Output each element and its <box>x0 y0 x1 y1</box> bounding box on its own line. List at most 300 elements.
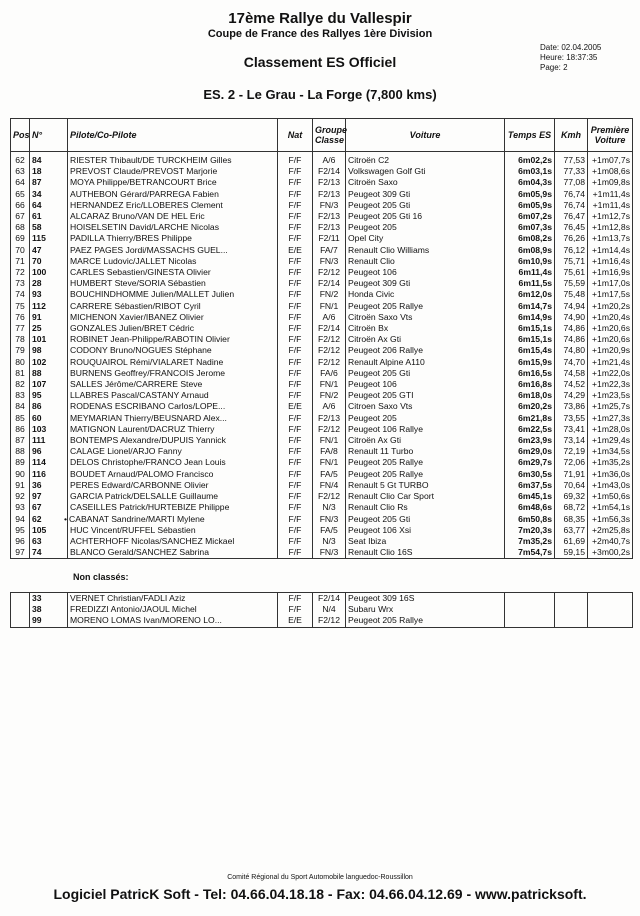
row-premiere: +1m56,3s <box>588 514 633 525</box>
row-num: 88 <box>30 368 68 379</box>
row-temps: 6m23,9s <box>505 435 555 446</box>
row-temps: 6m07,3s <box>505 222 555 233</box>
row-pos: 73 <box>11 278 30 289</box>
row-pos: 68 <box>11 222 30 233</box>
row-kmh: 77,53 <box>555 152 588 167</box>
table-row <box>11 267 633 278</box>
row-temps: 6m21,8s <box>505 413 555 424</box>
stage-heading: ES. 2 - Le Grau - La Forge (7,800 kms) <box>203 87 437 102</box>
row-num: 87 <box>30 177 68 188</box>
row-groupe: FN/3 <box>313 256 346 267</box>
row-nat: F/F <box>278 379 313 390</box>
row-temps: 6m22,5s <box>505 424 555 435</box>
row-pilote <box>68 177 278 188</box>
row-groupe: F2/12 <box>313 357 346 368</box>
row-groupe: FN/1 <box>313 457 346 468</box>
row-num: 25 <box>30 323 68 334</box>
row-pilote-text: HOISELSETIN David/LARCHE Nicolas <box>70 222 220 233</box>
row-temps: 6m37,5s <box>505 480 555 491</box>
row-voiture: Peugeot 205 <box>346 222 505 233</box>
row-pos: 83 <box>11 390 30 401</box>
row-premiere: +1m20,4s <box>588 312 633 323</box>
nc-pos <box>11 615 30 627</box>
row-kmh: 70,64 <box>555 480 588 491</box>
row-temps: 6m45,1s <box>505 491 555 502</box>
nc-groupe: F2/14 <box>313 593 346 605</box>
row-pilote-text: CODONY Bruno/NOGUES Stéphane <box>70 345 212 356</box>
row-nat: F/F <box>278 323 313 334</box>
row-premiere: +2m40,7s <box>588 536 633 547</box>
row-kmh: 68,72 <box>555 502 588 513</box>
row-pilote-text: RIESTER Thibault/DE TURCKHEIM Gilles <box>70 155 232 165</box>
row-voiture: Peugeot 106 <box>346 379 505 390</box>
row-premiere: +1m21,4s <box>588 357 633 368</box>
row-premiere: +1m09,8s <box>588 177 633 188</box>
row-kmh: 63,77 <box>555 525 588 536</box>
row-nat: F/F <box>278 200 313 211</box>
row-pos: 92 <box>11 491 30 502</box>
row-pilote <box>68 424 278 435</box>
row-voiture: Peugeot 309 Gti <box>346 189 505 200</box>
row-temps: 6m02,2s <box>505 152 555 167</box>
row-temps: 6m08,9s <box>505 245 555 256</box>
row-groupe: A/6 <box>313 152 346 167</box>
row-temps: 6m20,2s <box>505 401 555 412</box>
row-groupe: F2/12 <box>313 345 346 356</box>
row-premiere: +1m20,6s <box>588 334 633 345</box>
row-kmh: 59,15 <box>555 547 588 559</box>
col-kmh: Kmh <box>555 119 588 152</box>
row-pilote <box>68 345 278 356</box>
row-groupe: FN/4 <box>313 480 346 491</box>
row-nat: F/F <box>278 267 313 278</box>
non-classes-label: Non classés: <box>73 572 129 582</box>
row-marker: • <box>64 513 68 524</box>
table-row <box>11 357 633 368</box>
table-row <box>11 189 633 200</box>
row-nat: F/F <box>278 256 313 267</box>
row-voiture: Peugeot 205 Gti <box>346 368 505 379</box>
nc-num: 99 <box>30 615 68 627</box>
row-pilote-text: MARCE Ludovic/JALLET Nicolas <box>70 255 197 266</box>
row-kmh: 74,90 <box>555 312 588 323</box>
row-voiture: Peugeot 205 GTI <box>346 390 505 401</box>
row-nat: F/F <box>278 233 313 244</box>
row-nat: F/F <box>278 547 313 559</box>
row-pilote-text: BOUDET Arnaud/PALOMO Francisco <box>70 468 214 479</box>
row-nat: F/F <box>278 502 313 513</box>
row-pilote <box>68 435 278 446</box>
row-kmh: 74,58 <box>555 368 588 379</box>
row-groupe: F2/13 <box>313 222 346 233</box>
table-row <box>11 368 633 379</box>
row-kmh: 74,70 <box>555 357 588 368</box>
row-kmh: 61,69 <box>555 536 588 547</box>
row-pilote-text: PREVOST Claude/PREVOST Marjorie <box>70 166 218 177</box>
row-premiere: +1m28,0s <box>588 424 633 435</box>
row-num: 74 <box>30 547 68 559</box>
table-row <box>11 390 633 401</box>
row-nat: F/F <box>278 469 313 480</box>
row-premiere: +1m20,9s <box>588 345 633 356</box>
non-classes-table <box>10 592 633 628</box>
row-pos: 96 <box>11 536 30 547</box>
row-pilote <box>68 413 278 424</box>
nc-pilote: FREDIZZI Antonio/JAOUL Michel <box>68 604 278 615</box>
row-kmh: 76,47 <box>555 211 588 222</box>
row-temps: 6m50,8s <box>505 514 555 525</box>
nc-temps <box>505 593 555 605</box>
row-voiture: Peugeot 206 Rallye <box>346 345 505 356</box>
nc-num: 38 <box>30 604 68 615</box>
row-premiere: +2m25,8s <box>588 525 633 536</box>
row-pos: 84 <box>11 401 30 412</box>
row-num: 112 <box>30 301 68 312</box>
table-row <box>11 536 633 547</box>
row-pos: 88 <box>11 446 30 457</box>
table-row <box>11 379 633 390</box>
row-voiture: Citroën Saxo <box>346 177 505 188</box>
row-temps: 6m29,7s <box>505 457 555 468</box>
row-pilote <box>68 469 278 480</box>
row-voiture: Renault Clio Rs <box>346 502 505 513</box>
row-kmh: 75,48 <box>555 289 588 300</box>
non-classe-row <box>11 593 633 605</box>
row-num: 103 <box>30 424 68 435</box>
row-nat: F/F <box>278 211 313 222</box>
row-nat: F/F <box>278 390 313 401</box>
table-header-row <box>11 119 633 152</box>
row-nat: F/F <box>278 177 313 188</box>
row-pilote-text: HUC Vincent/RUFFEL Sébastien <box>70 524 196 535</box>
row-groupe: N/3 <box>313 536 346 547</box>
nc-temps <box>505 615 555 627</box>
row-groupe: A/6 <box>313 312 346 323</box>
row-pilote-text: BLANCO Gerald/SANCHEZ Sabrina <box>70 547 209 558</box>
row-num: 18 <box>30 166 68 177</box>
row-pilote <box>68 256 278 267</box>
row-premiere: +1m11,4s <box>588 200 633 211</box>
row-pilote-text: ROBINET Jean-Philippe/RABOTIN Olivier <box>70 334 230 345</box>
row-num: 60 <box>30 413 68 424</box>
row-voiture: Opel City <box>346 233 505 244</box>
row-pilote-text: CARLES Sebastien/GINESTA Olivier <box>70 267 211 278</box>
row-premiere: +1m25,7s <box>588 401 633 412</box>
row-nat: F/F <box>278 525 313 536</box>
row-premiere: +1m17,0s <box>588 278 633 289</box>
col-nat: Nat <box>278 119 313 152</box>
row-temps: 6m14,9s <box>505 312 555 323</box>
row-num: 67 <box>30 502 68 513</box>
row-num: 101 <box>30 334 68 345</box>
row-voiture: Peugeot 205 Gti <box>346 514 505 525</box>
row-premiere: +1m16,9s <box>588 267 633 278</box>
row-pilote-text: AUTHEBON Gérard/PARREGA Fabien <box>70 188 219 199</box>
row-nat: F/F <box>278 278 313 289</box>
nc-kmh <box>555 615 588 627</box>
row-pilote <box>68 547 278 559</box>
row-pos: 76 <box>11 312 30 323</box>
table-row <box>11 424 633 435</box>
row-pos: 65 <box>11 189 30 200</box>
table-row <box>11 222 633 233</box>
row-kmh: 73,41 <box>555 424 588 435</box>
row-premiere: +1m13,7s <box>588 233 633 244</box>
row-temps: 6m11,4s <box>505 267 555 278</box>
table-row <box>11 547 633 559</box>
nc-voiture: Peugeot 205 Rallye <box>346 615 505 627</box>
row-kmh: 77,33 <box>555 166 588 177</box>
table-row <box>11 446 633 457</box>
table-row <box>11 278 633 289</box>
row-num: 97 <box>30 491 68 502</box>
table-row <box>11 177 633 188</box>
row-num: 111 <box>30 435 68 446</box>
nc-premiere <box>588 604 633 615</box>
row-groupe: F2/12 <box>313 334 346 345</box>
row-kmh: 74,52 <box>555 379 588 390</box>
row-voiture: Peugeot 205 Rallye <box>346 457 505 468</box>
row-voiture: Volkswagen Golf Gti <box>346 166 505 177</box>
row-temps: 6m15,9s <box>505 357 555 368</box>
row-pilote <box>68 166 278 177</box>
row-premiere: +1m11,4s <box>588 189 633 200</box>
row-kmh: 73,55 <box>555 413 588 424</box>
row-kmh: 76,74 <box>555 189 588 200</box>
row-groupe: F2/13 <box>313 413 346 424</box>
row-num: 64 <box>30 200 68 211</box>
row-kmh: 76,45 <box>555 222 588 233</box>
results-table <box>10 118 633 559</box>
row-pilote <box>68 357 278 368</box>
row-premiere: +1m12,7s <box>588 211 633 222</box>
row-kmh: 68,35 <box>555 514 588 525</box>
row-temps: 7m54,7s <box>505 547 555 559</box>
row-nat: F/F <box>278 514 313 525</box>
row-pos: 72 <box>11 267 30 278</box>
row-nat: F/F <box>278 312 313 323</box>
row-num: 58 <box>30 222 68 233</box>
row-pos: 89 <box>11 457 30 468</box>
row-groupe: F2/13 <box>313 189 346 200</box>
row-kmh: 73,14 <box>555 435 588 446</box>
row-pilote <box>68 502 278 513</box>
row-pilote <box>68 267 278 278</box>
row-pos: 75 <box>11 301 30 312</box>
row-voiture: Renault Alpine A110 <box>346 357 505 368</box>
non-classe-row <box>11 604 633 615</box>
nc-kmh <box>555 604 588 615</box>
row-num: 63 <box>30 536 68 547</box>
nc-temps <box>505 604 555 615</box>
row-pilote-text: ROUQUAIROL Rémi/VIALARET Nadine <box>70 356 224 367</box>
row-kmh: 74,80 <box>555 345 588 356</box>
row-temps: 6m16,8s <box>505 379 555 390</box>
row-groupe: FN/1 <box>313 379 346 390</box>
row-pilote-text: PADILLA Thierry/BRES Philippe <box>70 233 192 244</box>
row-pilote <box>68 323 278 334</box>
row-pilote <box>68 245 278 256</box>
row-pos: 90 <box>11 469 30 480</box>
software-footer: Logiciel PatricK Soft - Tel: 04.66.04.18.18 - Fax: 04.66.04.12.69 - www.patricksoft. <box>53 886 587 902</box>
row-temps: 6m30,5s <box>505 469 555 480</box>
row-kmh: 72,06 <box>555 457 588 468</box>
row-num: 116 <box>30 469 68 480</box>
row-kmh: 75,61 <box>555 267 588 278</box>
row-temps: 6m12,0s <box>505 289 555 300</box>
table-row <box>11 245 633 256</box>
row-voiture: Peugeot 106 <box>346 267 505 278</box>
row-pos: 66 <box>11 200 30 211</box>
row-nat: F/F <box>278 152 313 167</box>
row-voiture: Citroen Saxo Vts <box>346 401 505 412</box>
row-premiere: +1m23,5s <box>588 390 633 401</box>
row-pilote-text: ACHTERHOFF Nicolas/SANCHEZ Mickael <box>70 535 235 546</box>
row-num: 93 <box>30 289 68 300</box>
row-pos: 64 <box>11 177 30 188</box>
row-temps: 6m16,5s <box>505 368 555 379</box>
row-pilote <box>68 480 278 491</box>
row-pos: 74 <box>11 289 30 300</box>
print-date: Date: 02.04.2005 <box>540 43 602 52</box>
table-row <box>11 166 633 177</box>
row-pilote-text: LLABRES Pascal/CASTANY Arnaud <box>70 390 209 401</box>
row-kmh: 72,19 <box>555 446 588 457</box>
row-num: 115 <box>30 233 68 244</box>
col-temps: Temps ES <box>505 119 555 152</box>
row-pilote-text: RODENAS ESCRIBANO Carlos/LOPE... <box>70 401 226 412</box>
nc-voiture: Subaru Wrx <box>346 604 505 615</box>
row-pilote <box>68 368 278 379</box>
row-pos: 67 <box>11 211 30 222</box>
row-pilote-text: MICHENON Xavier/IBANEZ Olivier <box>70 311 204 322</box>
row-pilote-text: HERNANDEZ Eric/LLOBERES Clement <box>70 199 223 210</box>
nc-kmh <box>555 593 588 605</box>
row-num: 105 <box>30 525 68 536</box>
row-pilote <box>68 379 278 390</box>
row-pilote <box>68 189 278 200</box>
row-premiere: +1m14,4s <box>588 245 633 256</box>
document-title: 17ème Rallye du Vallespir <box>228 10 412 27</box>
row-groupe: FN/3 <box>313 514 346 525</box>
row-voiture: Peugeot 205 Rallye <box>346 469 505 480</box>
row-voiture: Renault 11 Turbo <box>346 446 505 457</box>
row-groupe: FA/5 <box>313 469 346 480</box>
col-groupe: Groupe Classe <box>313 119 346 152</box>
table-row <box>11 413 633 424</box>
table-row <box>11 480 633 491</box>
document-subtitle: Coupe de France des Rallyes 1ère Division <box>207 28 433 40</box>
row-voiture: Peugeot 205 <box>346 413 505 424</box>
row-num: 107 <box>30 379 68 390</box>
row-voiture: Renault Clio <box>346 256 505 267</box>
row-temps: 6m29,0s <box>505 446 555 457</box>
row-pos: 85 <box>11 413 30 424</box>
row-pos: 71 <box>11 256 30 267</box>
row-nat: F/F <box>278 189 313 200</box>
row-nat: F/F <box>278 222 313 233</box>
row-nat: F/F <box>278 491 313 502</box>
row-pilote-text: GARCIA Patrick/DELSALLE Guillaume <box>70 491 219 502</box>
row-temps: 6m48,6s <box>505 502 555 513</box>
row-nat: F/F <box>278 289 313 300</box>
row-voiture: Peugeot 309 Gti <box>346 278 505 289</box>
row-premiere: +1m35,2s <box>588 457 633 468</box>
row-groupe: FN/2 <box>313 390 346 401</box>
table-row <box>11 525 633 536</box>
row-premiere: +1m29,4s <box>588 435 633 446</box>
row-groupe: F2/14 <box>313 323 346 334</box>
table-row <box>11 256 633 267</box>
row-groupe: F2/14 <box>313 278 346 289</box>
row-groupe: FA/7 <box>313 245 346 256</box>
row-temps: 6m15,1s <box>505 323 555 334</box>
row-temps: 6m15,4s <box>505 345 555 356</box>
row-num: 95 <box>30 390 68 401</box>
row-kmh: 73,86 <box>555 401 588 412</box>
row-premiere: +1m34,5s <box>588 446 633 457</box>
row-kmh: 77,08 <box>555 177 588 188</box>
col-pos: Pos <box>11 119 30 152</box>
table-row <box>11 469 633 480</box>
nc-nat: E/E <box>278 615 313 627</box>
row-groupe: F2/14 <box>313 166 346 177</box>
row-voiture: Peugeot 205 Gti 16 <box>346 211 505 222</box>
table-row <box>11 312 633 323</box>
row-premiere: +1m50,6s <box>588 491 633 502</box>
row-pilote <box>68 233 278 244</box>
col-pilote: Pilote/Co-Pilote <box>68 119 278 152</box>
row-nat: F/F <box>278 334 313 345</box>
row-premiere: +1m12,8s <box>588 222 633 233</box>
nc-premiere <box>588 615 633 627</box>
print-time: Heure: 18:37:35 <box>540 53 598 62</box>
row-nat: F/F <box>278 480 313 491</box>
row-temps: 6m03,1s <box>505 166 555 177</box>
row-groupe: F2/12 <box>313 491 346 502</box>
row-premiere: +1m07,7s <box>588 152 633 167</box>
row-pos: 78 <box>11 334 30 345</box>
row-pilote-text: SALLES Jérôme/CARRERE Steve <box>70 379 203 390</box>
row-pos: 62 <box>11 152 30 167</box>
row-pilote <box>68 222 278 233</box>
row-pilote <box>68 457 278 468</box>
row-voiture: Peugeot 205 Gti <box>346 200 505 211</box>
table-row <box>11 233 633 244</box>
row-groupe: FA/5 <box>313 525 346 536</box>
nc-num: 33 <box>30 593 68 605</box>
table-row <box>11 334 633 345</box>
page-number: Page: 2 <box>540 63 568 72</box>
table-row <box>11 152 633 167</box>
row-groupe: FN/2 <box>313 289 346 300</box>
row-premiere: +1m08,6s <box>588 166 633 177</box>
row-nat: F/F <box>278 536 313 547</box>
row-pilote <box>68 200 278 211</box>
row-groupe: FN/1 <box>313 435 346 446</box>
row-pilote-text: CABANAT Sandrine/MARTI Mylene <box>69 513 205 524</box>
row-voiture: Renault Clio 16S <box>346 547 505 559</box>
row-groupe: F2/12 <box>313 267 346 278</box>
row-premiere: +1m16,4s <box>588 256 633 267</box>
row-pos: 87 <box>11 435 30 446</box>
row-num: 70 <box>30 256 68 267</box>
row-pilote-text: MEYMARIAN Thierry/BEUSNARD Alex... <box>70 412 227 423</box>
row-kmh: 76,12 <box>555 245 588 256</box>
row-pos: 94 <box>11 514 30 525</box>
row-kmh: 69,32 <box>555 491 588 502</box>
row-temps: 6m14,7s <box>505 301 555 312</box>
